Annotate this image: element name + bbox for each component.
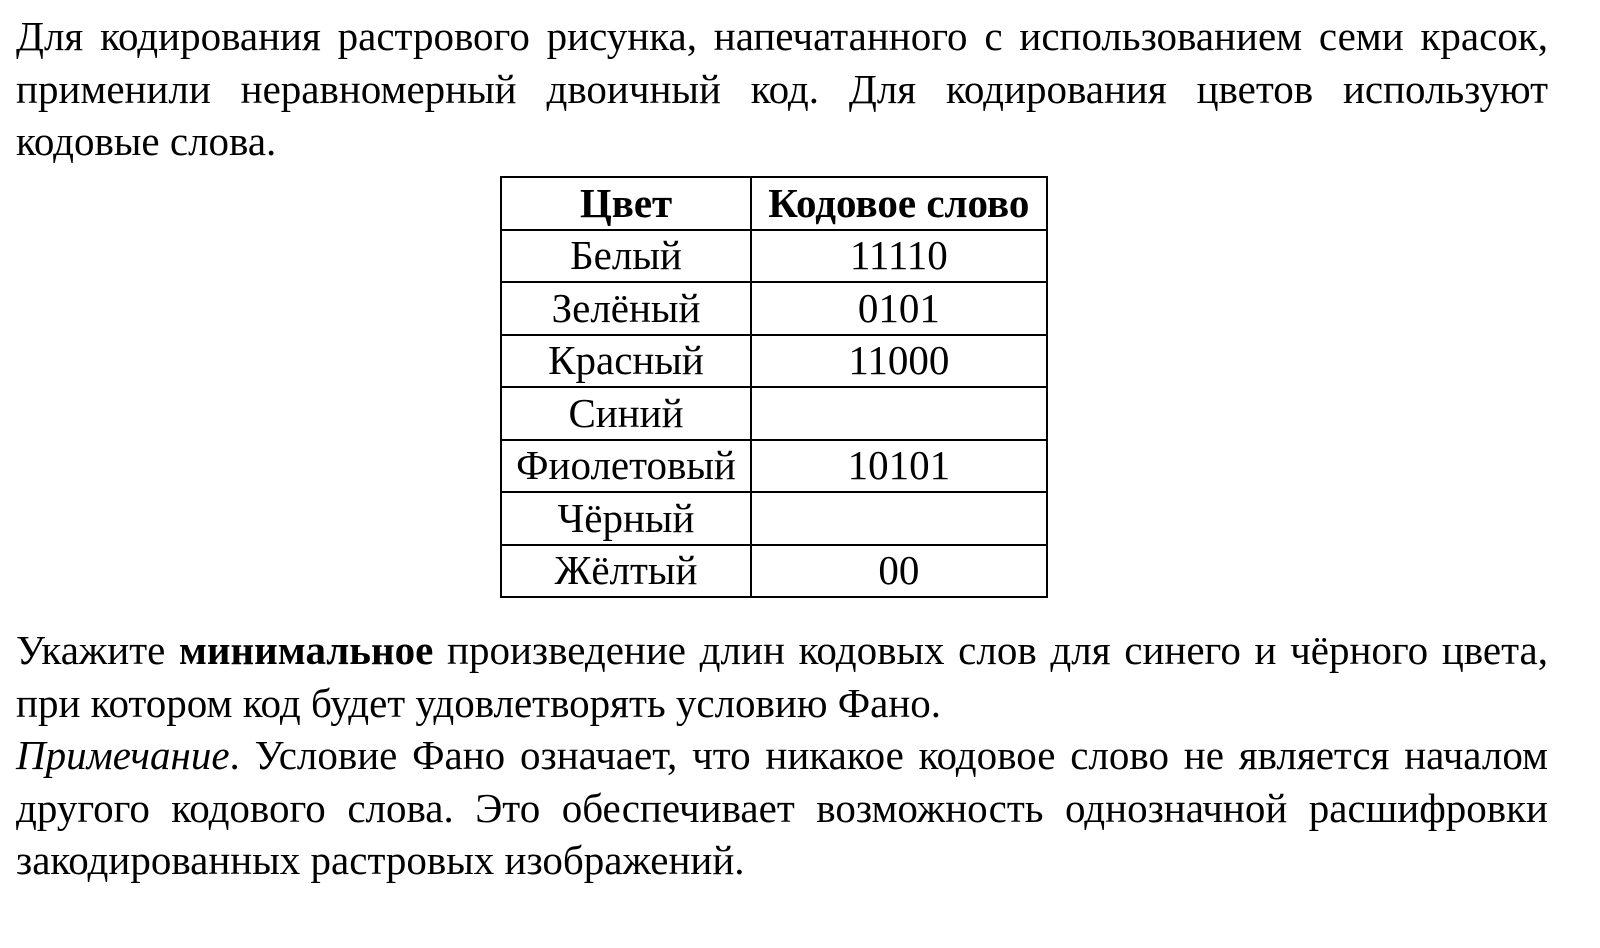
color-cell: Красный <box>501 335 751 388</box>
color-cell: Жёлтый <box>501 545 751 598</box>
question-emphasis: минимальное <box>179 627 434 673</box>
code-cell: 0101 <box>751 282 1047 335</box>
code-table <box>500 176 1048 598</box>
table-row <box>501 545 1047 598</box>
table-row <box>501 230 1047 283</box>
task-document <box>16 10 1548 887</box>
code-cell: 11000 <box>751 335 1047 388</box>
question-paragraph <box>16 624 1548 729</box>
note-paragraph <box>16 729 1548 887</box>
question-block <box>16 624 1548 887</box>
code-table-wrapper <box>8 176 1540 598</box>
table-row <box>501 492 1047 545</box>
table-row <box>501 440 1047 493</box>
code-cell: 10101 <box>751 440 1047 493</box>
table-row <box>501 282 1047 335</box>
note-label: Примечание <box>16 732 230 778</box>
code-cell <box>751 492 1047 545</box>
note-text: . Условие Фано означает, что никакое кодовое слово не является началом другого кодового слова. Это обеспечивает возможность однозначной расшифровки закодированных растровых изображений. <box>16 732 1548 883</box>
code-cell: 11110 <box>751 230 1047 283</box>
color-cell: Чёрный <box>501 492 751 545</box>
color-cell: Синий <box>501 387 751 440</box>
code-cell: 00 <box>751 545 1047 598</box>
header-color: Цвет <box>501 177 751 230</box>
color-cell: Белый <box>501 230 751 283</box>
intro-paragraph: Для кодирования растрового рисунка, напечатанного с использованием семи красок, применили неравномерный двоичный код. Для кодирования цветов используют кодовые слова. <box>16 13 1548 164</box>
question-rest: произведение длин кодовых слов для синего и чёрного цвета, при котором код будет удовлетворять условию Фано. <box>16 627 1548 726</box>
color-cell: Зелёный <box>501 282 751 335</box>
question-lead: Укажите <box>16 627 179 673</box>
table-header-row <box>501 177 1047 230</box>
table-row <box>501 335 1047 388</box>
color-cell: Фиолетовый <box>501 440 751 493</box>
header-codeword: Кодовое слово <box>751 177 1047 230</box>
table-row <box>501 387 1047 440</box>
code-cell <box>751 387 1047 440</box>
